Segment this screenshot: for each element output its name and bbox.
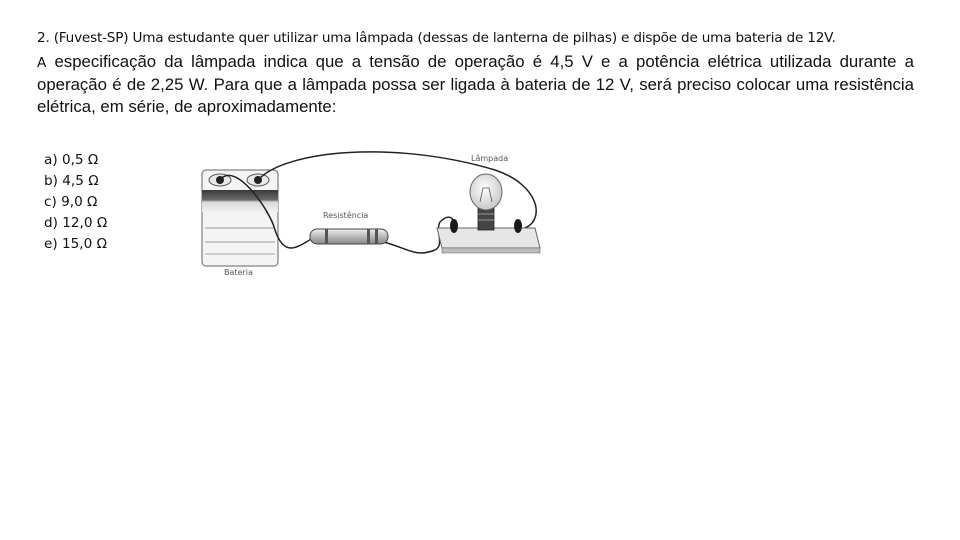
battery [202, 170, 278, 266]
lamp-clip-left [450, 219, 458, 233]
circuit-diagram [195, 150, 545, 280]
battery-label: Bateria [224, 268, 253, 277]
lamp-clip-right [514, 219, 522, 233]
option-e: e) 15,0 Ω [44, 236, 107, 252]
question-lead-letter: A [37, 55, 47, 71]
lamp-bulb [470, 174, 502, 210]
resistor-label: Resistência [323, 211, 369, 220]
resistor [310, 229, 388, 244]
option-c: c) 9,0 Ω [44, 194, 98, 210]
question-paragraph [37, 51, 914, 118]
answer-options [44, 150, 107, 255]
lamp [437, 174, 540, 253]
lamp-label: Lâmpada [471, 154, 509, 163]
circuit-figure [195, 150, 545, 280]
option-d: d) 12,0 Ω [44, 215, 108, 231]
option-b: b) 4,5 Ω [44, 173, 99, 189]
option-a: a) 0,5 Ω [44, 152, 99, 168]
question-body: especificação da lâmpada indica que a tensão de operação é 4,5 V e a potência elétrica utilizada durante a operação é de 2,25 W. Para que a lâmpada possa ser ligada à bateria de 12 V, será preciso colocar uma resistência elétrica, em série, de aproximadamente: [37, 52, 914, 116]
question-line-1: 2. (Fuvest-SP) Uma estudante quer utilizar uma lâmpada (dessas de lanterna de pilhas) e dispõe de uma bateria de 12V. [37, 30, 836, 46]
